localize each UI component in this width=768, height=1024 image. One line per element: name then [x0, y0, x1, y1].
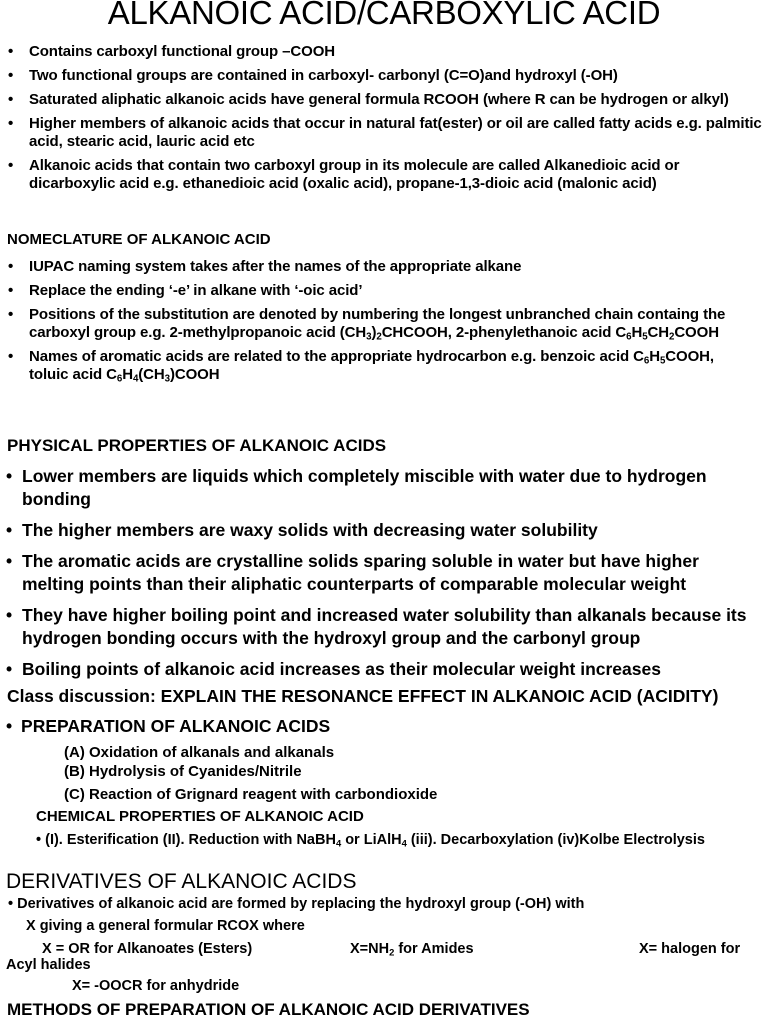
list-item: • Boiling points of alkanoic acid increases as their molecular weight increases: [0, 658, 768, 681]
derivative-amide: [350, 941, 474, 957]
subscript: 4: [132, 373, 139, 385]
list-item: • Replace the ending ‘-e’ in alkane with ‘-oic acid’: [0, 282, 768, 300]
chemical-properties-heading: CHEMICAL PROPERTIES OF ALKANOIC ACID: [36, 808, 364, 825]
list-item: [0, 306, 768, 342]
subscript: 5: [659, 355, 666, 367]
text-run: (CH: [138, 366, 165, 383]
text-run: (iii). Decarboxylation (iv)Kolbe Electrolysis: [406, 832, 705, 848]
list-item: • Contains carboxyl functional group –COOH: [0, 43, 768, 61]
derivatives-heading: DERIVATIVES OF ALKANOIC ACIDS: [6, 870, 357, 893]
list-item: • Saturated aliphatic alkanoic acids have general formula RCOOH (where R can be hydrogen or alkyl): [0, 91, 768, 109]
text-run: for Amides: [394, 941, 474, 957]
list-item: • The aromatic acids are crystalline solids sparing soluble in water but have higher melting points than their aliphatic counterparts of comparable molecular weight: [0, 550, 768, 596]
subscript: 6: [643, 355, 650, 367]
list-item: • Higher members of alkanoic acids that occur in natural fat(ester) or oil are called fatty acids e.g. palmitic acid, stearic acid, lauric acid etc: [0, 115, 768, 151]
text-run: COOH: [674, 324, 719, 341]
derivatives-line-1: [8, 896, 584, 912]
text-run: ): [371, 324, 377, 341]
methods-heading: METHODS OF PREPARATION OF ALKANOIC ACID DERIVATIVES: [7, 1000, 530, 1019]
intro-bullet-list: [0, 43, 768, 199]
physical-properties-heading: PHYSICAL PROPERTIES OF ALKANOIC ACIDS: [7, 436, 387, 455]
text-run: H: [122, 366, 133, 383]
subscript: 2: [376, 331, 382, 343]
subscript: 6: [626, 331, 632, 343]
subscript: 3: [366, 331, 372, 343]
text-run: H: [649, 348, 660, 365]
text-run: Derivatives of alkanoic acid are formed by replacing the hydroxyl group (-OH) with: [17, 896, 585, 912]
list-item: • Alkanoic acids that contain two carboxyl group in its molecule are called Alkanedioic acid or dicarboxylic acid e.g. ethanedioic acid (oxalic acid), propane-1,3-dioic acid (malonic acid): [0, 157, 768, 193]
bullet-glyph: •: [8, 896, 14, 912]
text-run: CH: [647, 324, 669, 341]
nomenclature-bullet-list: [0, 258, 768, 390]
subscript: 6: [116, 373, 123, 385]
page-title: ALKANOIC ACID/CARBOXYLIC ACID: [107, 0, 661, 31]
derivative-ester: X = OR for Alkanoates (Esters): [42, 941, 253, 957]
list-item: (A) Oxidation of alkanals and alkanals: [64, 744, 335, 761]
text-run: Positions of the substitution are denoted by numbering the longest unbranched chain containg the carboxyl group e.g. 2-methylpropanoic acid (CH: [29, 306, 726, 341]
text-run: (I). Esterification (II). Reduction with NaBH: [45, 832, 336, 848]
subscript: 5: [642, 331, 648, 343]
text-run: CHCOOH, 2-phenylethanoic acid C: [381, 324, 627, 341]
text-run: X=NH: [350, 941, 390, 957]
derivative-acyl-halides: Acyl halides: [6, 957, 91, 973]
text-run: H: [631, 324, 643, 341]
list-item: • IUPAC naming system takes after the names of the appropriate alkane: [0, 258, 768, 276]
preparation-heading-row: [6, 716, 330, 737]
physical-bullet-list: [0, 465, 768, 689]
text-run: COOH, toluic acid C: [29, 348, 714, 383]
subscript: 4: [401, 837, 407, 849]
list-item: • Two functional groups are contained in carboxyl- carbonyl (C=O)and hydroxyl (-OH): [0, 67, 768, 85]
nomenclature-heading: NOMECLATURE OF ALKANOIC ACID: [7, 231, 271, 248]
preparation-list: [64, 743, 437, 804]
chemical-properties-line: [36, 832, 705, 848]
list-item: • Lower members are liquids which completely miscible with water due to hydrogen bonding: [0, 465, 768, 511]
preparation-heading: PREPARATION OF ALKANOIC ACIDS: [21, 716, 331, 736]
list-item: (B) Hydrolysis of Cyanides/Nitrile: [64, 763, 302, 780]
list-item: (C) Reaction of Grignard reagent with carbondioxide: [64, 786, 438, 803]
derivative-halide: X= halogen for: [639, 941, 741, 957]
derivatives-line-2: X giving a general formular RCOX where: [26, 918, 305, 934]
bullet-glyph: •: [6, 716, 13, 736]
subscript: 2: [669, 331, 675, 343]
list-item: [0, 348, 768, 384]
list-item: • The higher members are waxy solids with decreasing water solubility: [0, 519, 768, 542]
derivative-anhydride: X= -OOCR for anhydride: [72, 978, 240, 994]
bullet-glyph: •: [36, 832, 42, 848]
text-run: )COOH: [169, 366, 220, 383]
list-item: • They have higher boiling point and increased water solubility than alkanals because its hydrogen bonding occurs with the hydroxyl group and the carbonyl group: [0, 604, 768, 650]
subscript: 4: [335, 837, 342, 849]
subscript: 2: [389, 946, 395, 958]
text-run: Names of aromatic acids are related to the appropriate hydrocarbon e.g. benzoic acid C: [29, 348, 644, 365]
subscript: 3: [164, 373, 170, 385]
text-run: or LiAlH: [341, 832, 402, 848]
class-discussion: Class discussion: EXPLAIN THE RESONANCE EFFECT IN ALKANOIC ACID (ACIDITY): [7, 686, 719, 706]
